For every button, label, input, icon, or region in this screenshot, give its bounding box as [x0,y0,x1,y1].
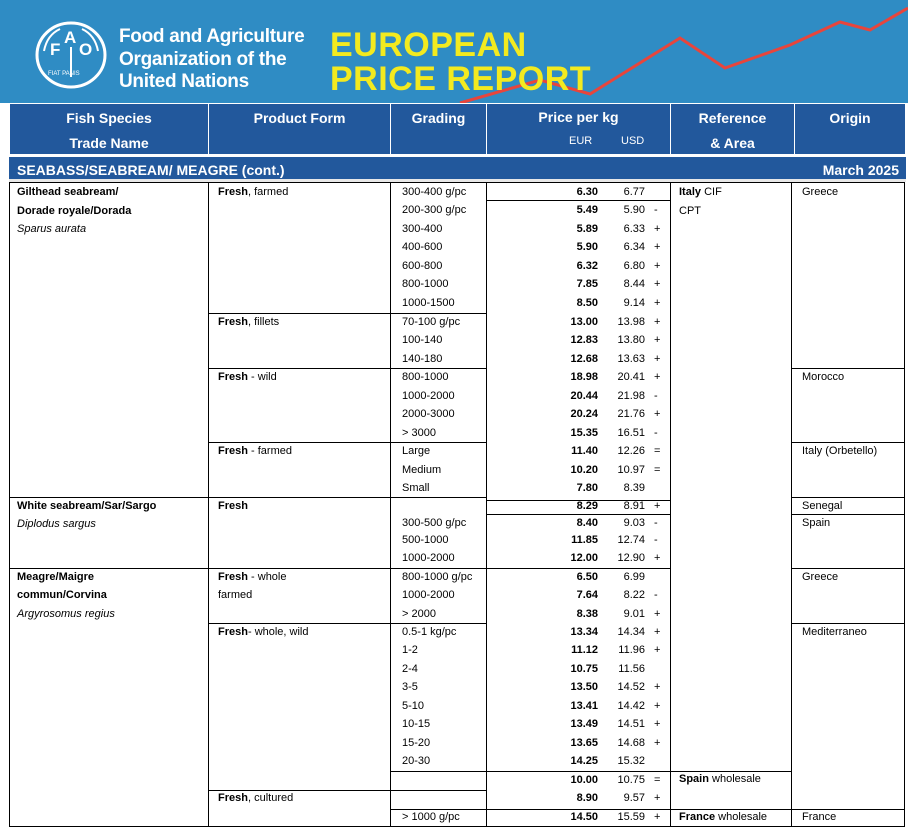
eur-price: 8.90 [576,792,598,804]
eur-price: 14.25 [570,755,598,767]
price-trend: + [654,626,661,638]
svg-text:O: O [79,40,93,59]
eur-price: 5.49 [576,204,598,216]
header-usd-label: USD [621,135,645,147]
product-form-detail: - whole, wild [247,626,309,638]
reference-country: Italy [679,186,702,198]
eur-price: 12.68 [570,353,598,365]
column-border [486,182,487,827]
product-form [218,445,292,458]
eur-price: 18.98 [570,371,598,383]
product-form-detail: - farmed [247,445,292,457]
grading-value: 600-800 [402,260,443,272]
row-divider [791,623,905,624]
row-divider [791,442,905,443]
usd-price: 15.59 [617,811,645,823]
product-form [218,500,248,513]
eur-price: 5.90 [576,241,598,253]
row-divider [9,826,905,827]
product-form [218,626,309,639]
eur-price: 6.30 [576,186,598,198]
price-trend: + [654,334,661,346]
price-trend: + [654,408,661,420]
eur-price: 10.00 [570,774,598,786]
grading-value: 1000-2000 [402,589,455,601]
price-trend: = [654,464,661,476]
header-price-label: Price per kg [538,109,619,125]
eur-price: 8.29 [576,500,598,512]
product-form-base: Fresh [218,371,248,383]
reference-terms: wholesale [715,811,768,823]
product-form-detail: - whole [247,571,287,583]
reference-country: France [679,811,716,823]
price-trend: + [654,500,661,512]
eur-price: 14.50 [570,811,598,823]
species-latin-name: Diplodus sargus [17,518,96,530]
species-name: commun/Corvina [17,589,107,601]
header-grading-label: Grading [411,110,466,126]
product-form-base: Fresh [218,626,248,638]
price-trend: - [654,390,658,402]
org-line-1: Food and Agriculture [119,26,305,47]
origin: Greece [802,186,839,198]
grading-value: 3-5 [402,681,418,693]
price-trend: + [654,278,661,290]
price-trend: + [654,644,661,656]
eur-price: 13.50 [570,681,598,693]
usd-price: 20.41 [617,371,645,383]
eur-price: 8.40 [576,517,598,529]
header-price [487,104,671,156]
product-form-detail: , cultured [247,792,294,804]
row-divider [791,497,905,498]
price-trend: + [654,316,661,328]
eur-price: 12.83 [570,334,598,346]
header-origin [795,104,905,156]
grading-value: 300-400 g/pc [402,186,467,198]
usd-price: 14.68 [617,737,645,749]
grading-value: > 1000 g/pc [402,811,460,823]
product-form-base: Fresh [218,500,248,512]
product-form [218,571,287,584]
price-trend: + [654,681,661,693]
row-divider [9,497,487,498]
column-border [904,182,905,827]
price-trend: + [654,297,661,309]
header-trade-name-label: Trade Name [69,135,149,151]
eur-price: 8.50 [576,297,598,309]
usd-price: 10.75 [617,774,645,786]
price-trend: - [654,204,658,216]
price-trend: + [654,371,661,383]
eur-price: 6.32 [576,260,598,272]
origin: Mediterraneo [802,626,867,638]
report-title [330,28,591,96]
table-header [9,103,906,155]
price-trend: + [654,223,661,235]
report-title-line-2: PRICE REPORT [330,60,592,98]
eur-price: 20.44 [570,390,598,402]
grading-value: Large [402,445,431,457]
column-border [390,182,391,827]
price-trend: + [654,241,661,253]
org-line-3: United Nations [119,71,249,92]
header-grading [391,104,487,156]
product-form [218,589,252,602]
usd-price: 8.91 [623,500,645,512]
eur-price: 11.85 [571,534,598,546]
grading-value: 0.5-1 kg/pc [402,626,457,638]
eur-price: 15.35 [570,427,598,439]
grading-value: > 3000 [402,427,436,439]
eur-price: 12.00 [570,552,598,564]
header-species [10,104,209,156]
header-product-form [209,104,391,156]
header-reference [671,104,795,156]
product-form [218,186,288,199]
origin: Senegal [802,500,843,512]
eur-price: 6.50 [576,571,598,583]
grading-value: 300-400 [402,223,443,235]
eur-price: 7.85 [576,278,598,290]
report-date: March 2025 [822,162,899,178]
row-divider [9,182,905,183]
product-form [218,371,277,384]
grading-value: 500-1000 [402,534,449,546]
reference-area [679,205,701,218]
organization-name [119,26,304,94]
column-border [791,182,792,827]
grading-value: > 2000 [402,608,436,620]
eur-price: 13.49 [570,718,598,730]
usd-price: 5.90 [623,204,645,216]
row-divider [390,809,792,810]
row-divider [9,568,487,569]
reference-area [679,811,767,824]
usd-price: 14.52 [617,681,645,693]
section-bar [9,155,906,182]
header-area-label: & Area [710,135,755,151]
usd-price: 14.34 [617,626,645,638]
price-trend: + [654,737,661,749]
row-divider [208,313,487,314]
product-form-base: Fresh [218,445,248,457]
grading-value: 200-300 g/pc [402,204,467,216]
usd-price: 6.34 [623,241,645,253]
price-cell-border [486,514,670,515]
eur-price: 7.64 [576,589,598,601]
price-trend: + [654,792,661,804]
eur-price: 8.38 [576,608,598,620]
reference-area [679,186,722,199]
eur-price: 10.75 [570,663,598,675]
usd-price: 13.98 [617,316,645,328]
usd-price: 13.63 [617,353,645,365]
usd-price: 6.80 [623,260,645,272]
price-trend: = [654,445,661,457]
header-product-form-label: Product Form [253,110,346,126]
species-latin-name: Argyrosomus regius [17,608,115,620]
usd-price: 15.32 [617,755,645,767]
row-divider [208,790,487,791]
eur-price: 11.40 [571,445,598,457]
usd-price: 11.96 [618,644,645,656]
usd-price: 12.90 [617,552,645,564]
eur-price: 13.00 [570,316,598,328]
eur-price: 13.65 [570,737,598,749]
species-name: Gilthead seabream/ [17,186,119,198]
origin: Morocco [802,371,845,383]
usd-price: 6.99 [623,571,645,583]
product-form-detail: , farmed [247,186,289,198]
price-trend: + [654,260,661,272]
fao-logo-icon [34,21,108,89]
eur-price: 5.89 [576,223,598,235]
row-divider [791,368,905,369]
grading-value: 140-180 [402,353,443,365]
usd-price: 9.14 [623,297,645,309]
usd-price: 14.42 [617,700,645,712]
usd-price: 16.51 [617,427,645,439]
price-cell-border [486,200,670,201]
grading-value: 70-100 g/pc [402,316,461,328]
usd-price: 8.39 [623,482,645,494]
price-trend: + [654,353,661,365]
price-trend: + [654,700,661,712]
eur-price: 10.20 [570,464,598,476]
grading-value: 1000-1500 [402,297,455,309]
price-trend: - [654,427,658,439]
product-form-base: Fresh [218,186,248,198]
usd-price: 13.80 [617,334,645,346]
report-banner [0,0,908,103]
grading-value: 800-1000 [402,371,449,383]
header-reference-label: Reference [698,110,767,126]
usd-price: 21.76 [617,408,645,420]
product-form-base: Fresh [218,792,248,804]
svg-text:F: F [50,40,61,59]
header-origin-label: Origin [829,110,871,126]
usd-price: 21.98 [617,390,645,402]
usd-price: 11.56 [618,663,645,675]
usd-price: 8.44 [623,278,645,290]
grading-value: 300-500 g/pc [402,517,467,529]
header-species-label: Fish Species [66,110,152,126]
grading-value: 10-15 [402,718,431,730]
product-form-detail: , fillets [247,316,280,328]
grading-value: 15-20 [402,737,431,749]
column-border [670,182,671,827]
species-name: White seabream/Sar/Sargo [17,500,157,512]
product-form-detail: - wild [247,371,277,383]
product-form-detail: farmed [218,589,253,601]
price-trend: - [654,534,658,546]
usd-price: 12.26 [617,445,645,457]
grading-value: 800-1000 g/pc [402,571,473,583]
grading-value: 100-140 [402,334,443,346]
usd-price: 9.03 [623,517,645,529]
origin: Greece [802,571,839,583]
species-name: Meagre/Maigre [17,571,95,583]
row-divider [791,514,905,515]
grading-value: 5-10 [402,700,425,712]
usd-price: 8.22 [623,589,645,601]
grading-value: 1000-2000 [402,390,455,402]
origin: Italy (Orbetello) [802,445,878,457]
usd-price: 10.97 [617,464,645,476]
price-trend: - [654,517,658,529]
product-form [218,792,293,805]
section-title: SEABASS/SEABREAM/ MEAGRE (cont.) [17,162,285,178]
grading-value: 2-4 [402,663,418,675]
svg-text:FIAT PANIS: FIAT PANIS [48,71,80,77]
price-trend: + [654,811,661,823]
origin: France [802,811,837,823]
price-trend: - [654,589,658,601]
eur-price: 11.12 [571,644,598,656]
price-cell-border [486,568,670,569]
grading-value: 1-2 [402,644,418,656]
column-border [208,182,209,827]
species-name: Dorade royale/Dorada [17,205,132,217]
row-divider [208,368,487,369]
usd-price: 6.77 [623,186,645,198]
grading-value: 20-30 [402,755,431,767]
org-line-2: Organization of the [119,48,287,70]
origin: Spain [802,517,831,529]
eur-price: 13.34 [570,626,598,638]
reference-country: Spain [679,773,709,785]
species-latin-name: Sparus aurata [17,223,87,235]
report-title-line-1: EUROPEAN [330,26,527,64]
price-trend: = [654,774,661,786]
grading-value: 2000-3000 [402,408,455,420]
row-divider [208,623,487,624]
price-table-body [9,182,906,827]
reference-terms: CIF [701,186,722,198]
svg-text:A: A [64,28,77,47]
eur-price: 7.80 [576,482,598,494]
row-divider [791,809,905,810]
grading-value: 400-600 [402,241,443,253]
reference-terms: CPT [679,205,701,217]
price-trend: + [654,718,661,730]
product-form-base: Fresh [218,571,248,583]
product-form-base: Fresh [218,316,248,328]
usd-price: 9.01 [623,608,645,620]
reference-terms: wholesale [708,773,761,785]
row-divider [208,442,487,443]
grading-value: Small [402,482,430,494]
row-divider [390,771,792,772]
eur-price: 13.41 [570,700,598,712]
row-divider [791,568,905,569]
grading-value: Medium [402,464,442,476]
column-border [9,182,10,827]
usd-price: 12.74 [617,534,645,546]
grading-value: 1000-2000 [402,552,455,564]
header-eur-label: EUR [569,135,593,147]
price-trend: + [654,608,661,620]
reference-area [679,773,761,786]
price-trend: + [654,552,661,564]
usd-price: 6.33 [623,223,645,235]
product-form [218,316,279,329]
usd-price: 14.51 [617,718,645,730]
usd-price: 9.57 [623,792,645,804]
grading-value: 800-1000 [402,278,449,290]
eur-price: 20.24 [570,408,598,420]
